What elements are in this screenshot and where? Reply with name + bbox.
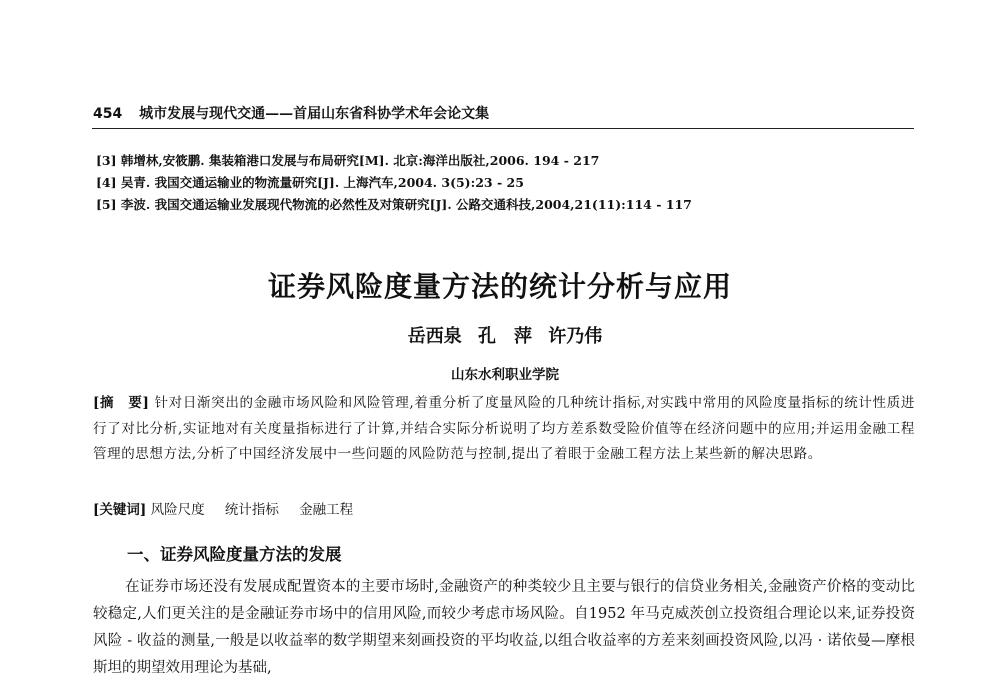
reference-item: [4] 吴青. 我国交通运输业的物流量研究[J]. 上海汽车,2004. 3(5):23 - 25 [96,175,524,190]
body-paragraph: 在证券市场还没有发展成配置资本的主要市场时,金融资产的种类较少且主要与银行的信贷业务相关,金融资产价格的变动比较稳定,人们更关注的是金融证券市场中的信用风险,而较少考虑市场风险。自1952 年马克威茨创立投资组合理论以来,证券投资风险 - 收益的测量,一般是以收益率的数学期望来刻画投资的平均收益,以组合收益率的方差来刻画投资风险,以冯 · 诺依曼—摩根斯坦的期望效用理论为基础, [93,579,915,676]
section-heading: 一、证券风险度量方法的发展 [127,545,342,564]
page-number: 454 [93,106,123,122]
abstract-text: 针对日渐突出的金融市场风险和风险管理,着重分析了度量风险的几种统计指标,对实践中常用的风险度量指标的统计性质进行了对比分析,实证地对有关度量指标进行了计算,并结合实际分析说明了均方差系数受险价值等在经济问题中的应用;并运用金融工程管理的思想方法,分析了中国经济发展中一些问题的风险防范与控制,提出了着眼于金融工程方法上某些新的解决思路。 [93,395,915,462]
keyword: 金融工程 [299,502,354,518]
author-name: 许乃伟 [548,326,603,347]
running-title: 城市发展与现代交通——首届山东省科协学术年会论文集 [139,106,490,122]
article-title: 证券风险度量方法的统计分析与应用 [267,270,732,303]
keyword: 风险尺度 [150,502,205,518]
header-rule [92,128,914,129]
reference-item: [5] 李波. 我国交通运输业发展现代物流的必然性及对策研究[J]. 公路交通科技,2004,21(11):114 - 117 [96,197,692,212]
affiliation: 山东水利职业学院 [451,367,559,383]
abstract-label: [摘 要] [93,395,150,411]
author-list [0,322,1000,348]
keywords [93,498,915,523]
running-header [93,103,913,123]
author-name: 岳西泉 [407,326,462,347]
keywords-label: [关键词] [93,502,147,518]
abstract [93,391,915,468]
keyword: 统计指标 [224,502,279,518]
reference-item: [3] 韩增林,安筱鹏. 集装箱港口发展与布局研究[M]. 北京:海洋出版社,2006. 194 - 217 [96,153,600,168]
reference-list [96,150,916,216]
author-name: 孔 萍 [478,326,532,347]
